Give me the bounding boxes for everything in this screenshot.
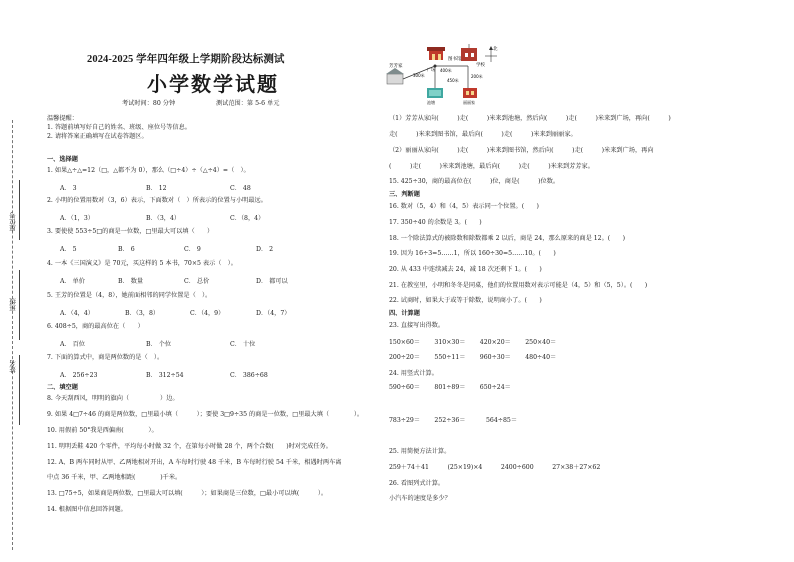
question-26: 26. 看图列式计算。 [389,480,445,487]
route-2-cont: ( )走( )米来到池塘，最后向( )走( )米来到芳芳家。 [389,163,594,170]
q5-option-c: C．（4，9） [190,310,225,317]
exam-time: 考试时间：80 分钟 [122,100,176,107]
square-label: 广场 [427,67,435,72]
binding-dash-line [12,120,13,550]
farm-label: 丽丽家 [463,100,475,105]
tip-1: 1. 答题前填写好自己的姓名、班级、座位号等信息。 [47,124,191,131]
question-9: 9. 如果 4□7÷46 的商是两位数，□里最小填（ ）；要使 3□9÷35 的商是一位数，□里最大填（ ）。 [47,411,364,418]
q1-option-b: B． 12 [146,185,167,192]
vertical-calc-row-1: 590÷60＝ 801÷89＝ 650÷24＝ [389,384,511,391]
question-1: 1. 如果△÷△=12（□，△都不为 0），那么（□÷4）÷（△÷4）=（ ）。 [47,167,250,174]
distance-4: 450米 [447,78,459,83]
question-5: 5. 王芳的位置是（4，8），她前面相邻的同学位置是（ ）。 [47,292,212,299]
q7-option-c: C． 386÷68 [230,372,268,379]
question-3: 3. 要使使 553÷5□的商是一位数，□里最大可以填（ ） [47,228,214,235]
question-19: 19. 因为 16÷3=5……1，所以 160÷30=5……10。( ) [389,250,556,257]
simplify-calc-row: 259＋74＋41 (25×19)×4 2400÷600 27×38＋27×62 [389,464,601,471]
question-25: 25. 用简便方法计算。 [389,448,451,455]
exam-subtitle: 小学数学试题 [147,72,279,96]
calc-row-2: 200÷20＝ 550÷11＝ 960÷30＝ 480÷40＝ [389,354,557,361]
question-4: 4. 一本《三国演义》是 70元，买这样的 5 本书，70×5 表示（ ）。 [47,260,237,267]
exam-title: 2024-2025 学年四年级上学期阶段达标测试 [87,54,285,65]
q4-option-d: D． 都可以 [256,278,288,285]
question-6: 6. 408÷5，商的最高位在（ ） [47,323,144,330]
question-20: 20. 从 433 中连续减去 24，减 18 次还剩下 1。( ) [389,266,542,273]
route-1-cont: 走( )米来到图书馆，最后向( )走( )米来到丽丽家。 [389,131,577,138]
north-label: 北 [493,47,498,52]
q1-option-c: C． 48 [230,185,251,192]
q5-option-a: A．（4，4） [60,310,94,317]
library-label: 图书馆 [448,57,462,62]
q3-option-d: D． 2 [256,246,274,253]
question-17: 17. 350÷40 的余数是 3。( ) [389,219,482,226]
class-line [19,270,20,340]
question-12-cont: 中点 36 千米，甲、乙两地相距( )千米。 [47,474,182,481]
question-16: 16. 数对（5，4）和（4，5）表示同一个位置。( ) [389,203,539,210]
name-label: 姓名 [9,360,17,373]
distance-3: 200米 [471,74,483,79]
question-15: 15. 425÷30，商的最高位在( )位，商是( )位数。 [389,178,560,185]
vertical-calc-row-2: 783÷29＝ 252÷36＝ 564÷85＝ [389,417,518,424]
q1-option-a: A． 3 [60,185,77,192]
question-12: 12. A、B 两车同时从甲、乙两地相对开出，A 车每时行驶 48 千米，B 车每时行驶 54 千米，相遇时两车离 [47,459,342,466]
q4-option-b: B． 数量 [118,278,144,285]
question-22: 22. 试商时，如果大于或等于除数，说明商小了。( ) [389,297,542,304]
q2-option-c: C．（8，4） [230,215,265,222]
q4-option-c: C． 总价 [184,278,210,285]
question-14: 14. 根据图中信息回答问题。 [47,506,127,513]
section-heading: 三、判断题 [389,191,420,198]
q7-option-b: B． 312÷54 [146,372,184,379]
tip-2: 2. 请将答案正确填写在试卷答题区。 [47,133,148,140]
home-icon [386,68,404,84]
question-7: 7. 下面的算式中，商是两位数的是（ ）。 [47,354,164,361]
q3-option-b: B． 6 [118,246,135,253]
section-heading: 一、选择题 [47,156,78,163]
library-icon [427,47,445,60]
question-26-prompt: 小汽车的速度是多少？ [389,495,451,502]
home-label: 芳芳家 [389,64,403,69]
route-1: （1）芳芳从家向( )走( )米来到池塘，然后向( )走( )米来到广场，再向( ) [389,115,671,122]
q7-option-a: A． 256÷23 [60,372,98,379]
distance-1: 400米 [440,68,452,73]
seat-label: 座位号 [9,212,17,232]
q3-option-c: C． 9 [184,246,201,253]
question-23: 23. 直接写出得数。 [389,322,445,329]
route-2: （2）丽丽从家向( )走( )米来到图书馆，然后向( )走( )米来到广场，再向 [389,147,654,154]
question-11: 11. 明明丢鞋 420 个零件，平均每小时做 32 个，在第每小时做 28 个，两个合数( )时对完成任务。 [47,443,332,450]
calc-row-1: 150×60＝ 310×30＝ 420×20＝ 250×40＝ [389,339,557,346]
section-heading: 四、计算题 [389,310,420,317]
distance-2: 300米 [413,73,425,78]
seat-line [19,180,20,240]
school-icon [461,44,477,61]
q2-option-a: A．（1，3） [60,215,94,222]
pond-icon [427,88,443,98]
q6-option-c: C． 十位 [230,341,256,348]
question-8: 8. 今天刮西风，明明的旗向（ ）边。 [47,395,179,402]
direction-map [383,44,503,106]
q6-option-a: A． 百位 [60,341,85,348]
q4-option-a: A． 单价 [60,278,85,285]
name-line [19,355,20,425]
question-2: 2. 小明的位置用数对（3，6）表示，下面数对（ ）所表示的位置与小明最远。 [47,197,267,204]
q3-option-a: A． 5 [60,246,77,253]
class-label: 班级 [9,298,17,311]
school-label: 学校 [476,63,485,68]
exam-scope: 测试范围：第 5-6 单元 [216,100,280,107]
pond-label: 池塘 [427,100,435,105]
q6-option-b: B． 个位 [146,341,172,348]
question-10: 10. 用假前 50°我是西偏南( ）。 [47,427,158,434]
tips-heading: 温馨提醒： [47,115,78,122]
q5-option-d: D．（4，7） [256,310,291,317]
question-21: 21. 在教室里，小明和冬冬是同桌，他们的位置用数对表示可能是（4，5）和（5，5）。( ) [389,282,648,289]
farm-house-icon [463,88,477,98]
q2-option-b: B．（3，4） [146,215,181,222]
question-24: 24. 用竖式计算。 [389,370,438,377]
question-18: 18. 一个除法算式的被除数和除数都乘 2 以后，商是 24，那么原来的商是 12。( ) [389,235,625,242]
section-heading: 二、填空题 [47,384,78,391]
q5-option-b: B．（3，8） [125,310,160,317]
question-13: 13. □75÷5，如果商是两位数，□里最大可以填( ）；如果商是三位数，□最小可以填( ）。 [47,490,328,497]
